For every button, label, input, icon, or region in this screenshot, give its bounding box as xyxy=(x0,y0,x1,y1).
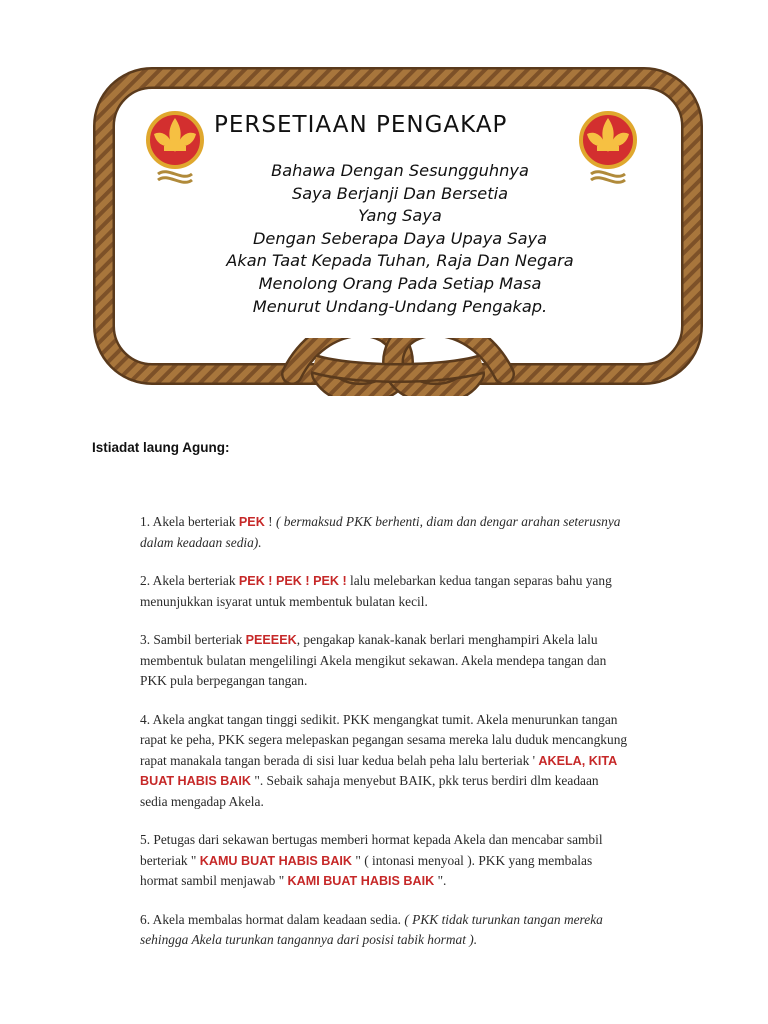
section-heading: Istiadat laung Agung: xyxy=(92,440,230,455)
step-2: 2. Akela berteriak PEK ! PEK ! PEK ! lalu melebarkan kedua tangan separas bahu yang menunjukkan isyarat untuk membentuk bulatan kecil. xyxy=(140,573,612,609)
pledge-line: Menurut Undang-Undang Pengakap. xyxy=(252,296,548,316)
pledge-line: Dengan Seberapa Daya Upaya Saya xyxy=(252,228,548,248)
highlight-call: KAMU BUAT HABIS BAIK xyxy=(199,853,353,868)
step-1: 1. Akela berteriak PEK ! ( bermaksud PKK berhenti, diam dan dengar arahan seterusnya dalam keadaan sedia). xyxy=(140,514,621,550)
steps-list xyxy=(140,512,628,969)
pledge-line: Bahawa Dengan Sesungguhnya xyxy=(271,161,529,180)
highlight-response: KAMI BUAT HABIS BAIK xyxy=(287,874,435,888)
step-4: 4. Akela angkat tangan tinggi sedikit. PKK mengangkat tumit. Akela menurunkan tangan rapat ke peha, PKK segera melepaskan pegangan sesama mereka lalu duduk mencangkung rapat manakala tangan berada di sisi luar kedua belah peha lalu berteriak ' AKELA, KITA BUAT HABIS BAIK ". Sebaik sahaja menyebut BAIK, pkk terus berdiri dlm keadaan sedia mengadap Akela. xyxy=(140,711,628,809)
highlight-call: PEEEEK xyxy=(245,633,297,647)
pledge-line: Saya Berjanji Dan Bersetia xyxy=(291,183,509,203)
pledge-line: Akan Taat Kepada Tuhan, Raja Dan Negara xyxy=(226,251,574,271)
highlight-call: PEK xyxy=(238,515,265,529)
highlight-call: AKELA, KITA BUAT HABIS BAIK xyxy=(140,753,617,788)
step-5: 5. Petugas dari sekawan bertugas memberi hormat kepada Akela dan mencabar sambil berteriak " KAMU BUAT HABIS BAIK " ( intonasi menyoal ). PKK yang membalas hormat sambil menjawab " KAMI BUAT HABIS BAIK ". xyxy=(140,832,603,888)
step-6: 6. Akela membalas hormat dalam keadaan sedia. ( PKK tidak turunkan tangan mereka sehingga Akela turunkan tangannya dari posisi tabik hormat ). xyxy=(140,911,603,947)
pledge-text xyxy=(170,160,630,318)
pledge-line: Menolong Orang Pada Setiap Masa xyxy=(258,273,542,293)
pledge-title: PERSETIAAN PENGAKAP xyxy=(214,112,508,138)
pledge-line: Yang Saya xyxy=(358,206,442,226)
highlight-call: PEK ! PEK ! PEK ! xyxy=(238,574,347,588)
step-3: 3. Sambil berteriak PEEEEK, pengakap kanak-kanak berlari menghampiri Akela lalu membentuk bulatan mengelilingi Akela mengikut sekawan. Akela mendepa tangan dan PKK pula berpegangan tangan. xyxy=(140,632,607,688)
